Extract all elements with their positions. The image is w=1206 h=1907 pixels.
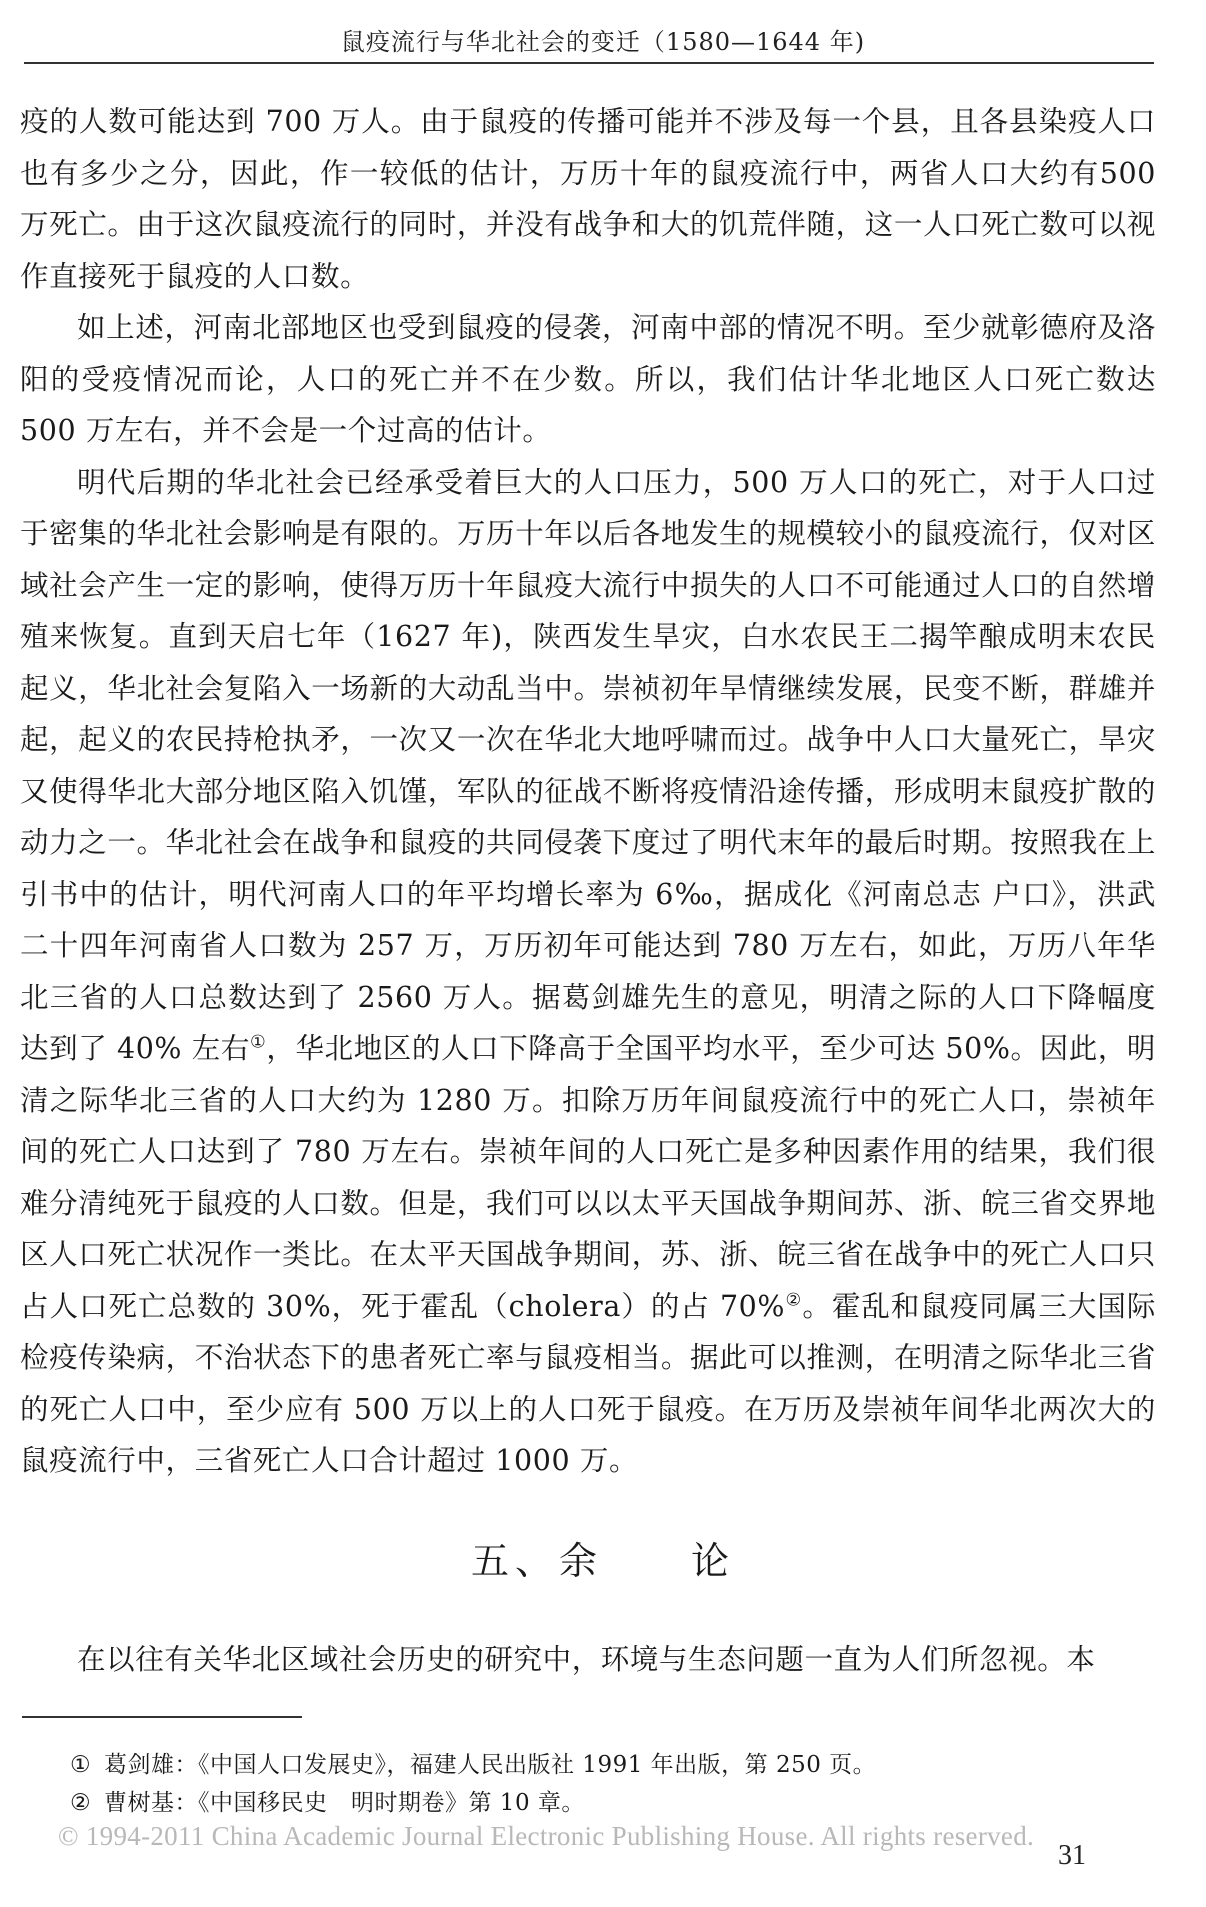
- paragraph-3: [20, 457, 1156, 1487]
- footnote-1-text: 葛剑雄：《中国人口发展史》，福建人民出版社 1991 年出版，第 250 页。: [104, 1752, 877, 1778]
- footnote-1: [70, 1746, 1150, 1784]
- body-text: [20, 96, 1156, 1487]
- paragraph-1: 疫的人数可能达到 700 万人。由于鼠疫的传播可能并不涉及每一个县，且各县染疫人口也有多少之分，因此，作一较低的估计，万历十年的鼠疫流行中，两省人口大约有500 万死亡。由于这次鼠疫流行的同时，并没有战争和大的饥荒伴随，这一人口死亡数可以视作直接死于鼠疫的人口数。: [20, 105, 1156, 293]
- paragraph-3-text-c: 。霍乱和鼠疫同属三大国际检疫传染病，不治状态下的患者死亡率与鼠疫相当。据此可以推测，在明清之际华北三省的死亡人口中，至少应有 500 万以上的人口死于鼠疫。在万历及崇祯年间华北两次大的鼠疫流行中，三省死亡人口合计超过 1000 万。: [20, 1289, 1156, 1477]
- paragraph-3-text-b: ，华北地区的人口下降高于全国平均水平，至少可达 50%。因此，明清之际华北三省的人口大约为 1280 万。扣除万历年间鼠疫流行中的死亡人口，崇祯年间的死亡人口达到了 780 万左右。崇祯年间的人口死亡是多种因素作用的结果，我们很难分清纯死于鼠疫的人口数。但是，我们可以以太平天国战争期间苏、浙、皖三省交界地区人口死亡状况作一类比。在太平天国战争期间，苏、浙、皖三省在战争中的死亡人口只占人口死亡总数的 30%，死于霍乱（cholera）的占 70%: [20, 1032, 1157, 1323]
- paragraph-2: 如上述，河南北部地区也受到鼠疫的侵袭，河南中部的情况不明。至少就彰德府及洛阳的受疫情况而论，人口的死亡并不在少数。所以，我们估计华北地区人口死亡数达 500 万左右，并不会是一个过高的估计。: [20, 311, 1156, 447]
- footnote-2: [70, 1784, 1150, 1822]
- footnote-ref-1[interactable]: ①: [249, 1032, 267, 1053]
- section-heading: 五、余 论: [470, 1539, 735, 1583]
- footnote-2-text: 曹树基：《中国移民史 明时期卷》第 10 章。: [104, 1790, 585, 1816]
- footnote-ref-2[interactable]: ②: [785, 1290, 803, 1310]
- paragraph-3-text-a: 明代后期的华北社会已经承受着巨大的人口压力，500 万人口的死亡，对于人口过于密集的华北社会影响是有限的。万历十年以后各地发生的规模较小的鼠疫流行，仅对区域社会产生一定的影响，使得万历十年鼠疫大流行中损失的人口不可能通过人口的自然增殖来恢复。直到天启七年（1627 年)，陕西发生旱灾，白水农民王二揭竿酿成明末农民起义，华北社会复陷入一场新的大动乱当中。崇祯初年旱情继续发展，民变不断，群雄并起，起义的农民持枪执矛，一次又一次在华北大地呼啸而过。战争中人口大量死亡，旱灾又使得华北大部分地区陷入饥馑，军队的征战不断将疫情沿途传播，形成明末鼠疫扩散的动力之一。华北社会在战争和鼠疫的共同侵袭下度过了明代末年的最后时期。按照我在上引书中的估计，明代河南人口的年平均增长率为 6‰，据成化《河南总志 户口》，洪武二十四年河南省人口数为 257 万，万历初年可能达到 780 万左右，如此，万历八年华北三省的人口总数达到了 2560 万人。据葛剑雄先生的意见，明清之际的人口下降幅度达到了 40% 左右: [20, 465, 1156, 1065]
- header-rule: [24, 62, 1154, 64]
- footnotes: [70, 1746, 1150, 1822]
- running-header-title: 鼠疫流行与华北社会的变迁（1580—1644 年): [340, 28, 866, 56]
- footnote-rule: [22, 1716, 302, 1718]
- footnote-1-marker: ①: [70, 1752, 92, 1778]
- section-first-line: 在以往有关华北区域社会历史的研究中，环境与生态问题一直为人们所忽视。本: [77, 1643, 1096, 1676]
- page-number: 31: [1058, 1840, 1086, 1871]
- copyright-watermark: © 1994-2011 China Academic Journal Electronic Publishing House. All rights reserved.: [58, 1821, 1035, 1851]
- footnote-2-marker: ②: [70, 1790, 92, 1816]
